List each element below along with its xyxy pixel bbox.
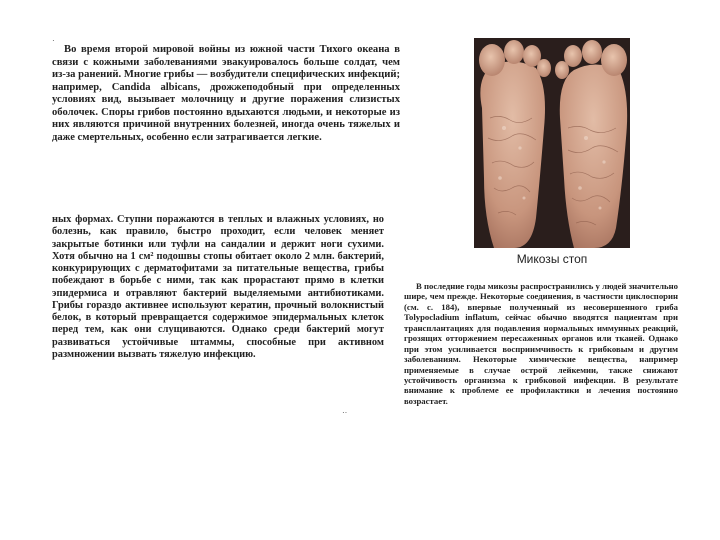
scan-speck: · bbox=[52, 36, 55, 45]
scan-speck: ·· bbox=[342, 408, 348, 417]
feet-image bbox=[474, 38, 630, 248]
text-block-right bbox=[404, 281, 678, 429]
paragraph: Во время второй мировой войны из южной части Тихого океана в связи с кожными заболеваниями эвакуировалось больше солдат, чем из-за ранений. Многие грибы — возбудители специфических инфекций; например, Candida albicans, дрожжеподобный при определенных условиях вид, вызывает молочницу и другие поражения слизистых оболочек. Споры грибов постоянно вдыхаются людьми, и некоторые из них являются причиной внутренних болезней, иногда очень тяжелых и даже смертельных, особенно если затрагивается легкие. bbox=[52, 44, 400, 143]
photo-caption: Микозы стоп bbox=[516, 252, 588, 266]
text-block-top-left bbox=[52, 44, 400, 190]
foot-mycosis-photo bbox=[474, 38, 630, 248]
paragraph: ных формах. Ступни поражаются в теплых и влажных условиях, но болезнь, как правило, быстро проходит, если человек меняет закрытые ботинки или туфли на сандалии и держит ноги сухими. Хотя обычно на 1 см² подошвы стопы обитает около 2 млн. бактерий, конкурирующих с дерматофитами за питательные вещества, грибы побеждают в борьбе с ними, так как прорастают прямо в клетки эпидермиса и отравляют бактерий выделяемыми антибиотиками. Грибы гораздо активнее используют кератин, прочный волокнистый белок, в который превращается содержимое эпидермальных клеток перед тем, как они слущиваются. Однако среди бактерий могут развиваться устойчивые штаммы, способные при активном размножении вызвать тяжелую инфекцию. bbox=[52, 214, 384, 360]
paragraph: В последние годы микозы распространились у людей значительно шире, чем прежде. Некоторые соединения, в частности циклоспорин (см. с. 184), впервые полученный из несовершенного гриба Tolypocladium inflatum, сейчас обычно вводятся пациентам при трансплантациях для подавления нормальных иммунных реакций, грозящих отторжением пересаженных органов или тканей. Однако при этом усиливается восприимчивость к грибковым и другим заболеваниям. Некоторые химические вещества, например применяемые в случае острой лейкемии, также снижают устойчивость организма к грибковой инфекции. В результате внимание к проблеме ее профилактики и лечения постоянно возрастает. bbox=[404, 281, 678, 406]
text-block-bottom-left bbox=[52, 214, 384, 426]
